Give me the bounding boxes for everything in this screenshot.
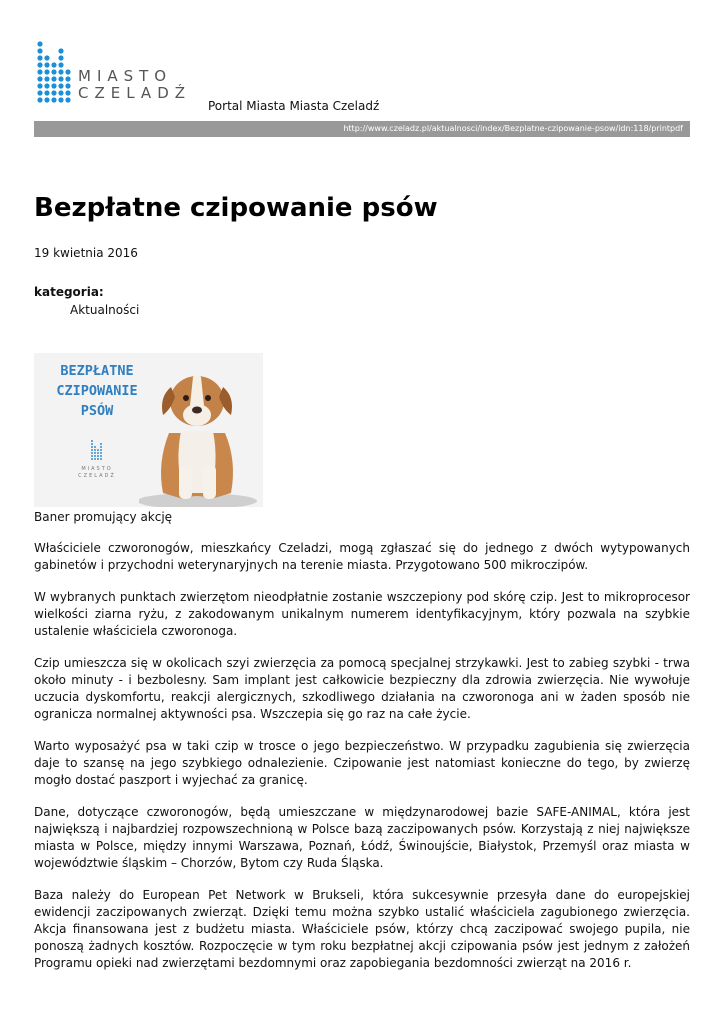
logo-dots-icon — [34, 38, 74, 110]
paragraph-5: Dane, dotyczące czworonogów, będą umieszczane w międzynarodowej bazie SAFE-ANIMAL, która jest największą i najbardziej rozpowszechnioną w Polsce bazą zaczipowanych psów. Korzystają z niej największe miasta w Polsce, między innymi Warszawa, Poznań, Łódź, Świnoujście, Białystok, Przemyśl oraz miasta w województwie śląskim – Chorzów, Bytom czy Ruda Śląska. — [34, 805, 690, 870]
paragraph-3: Czip umieszcza się w okolicach szyi zwierzęcia za pomocą specjalnej strzykawki. Jest to zabieg szybki - trwa około minuty - i bezbolesny. Sam implant jest całkowicie bezpieczny dla zdrowia zwierzęcia. Nie wywołuje uczucia dyskomfortu, reakcji alergicznych, szkodliwego działania na czworonoga ani w żaden sposób nie ogranicza normalnej aktywności psa. Wszczepia się go raz na całe życie. — [34, 656, 690, 721]
category-label: kategoria: — [34, 285, 104, 299]
logo-line-1: MIASTO — [78, 67, 173, 85]
logo-line-2: CZELADŹ — [78, 84, 192, 102]
banner-line-3: PSÓW — [80, 403, 114, 419]
logo-text — [78, 68, 191, 102]
banner-line-1: BEZPŁATNE — [60, 363, 134, 379]
print-url-bar[interactable]: http://www.czeladz.pl/aktualnosci/index/Bezplatne-czipowanie-psow/idn:118/printpdf — [34, 121, 690, 137]
article-title: Bezpłatne czipowanie psów — [34, 193, 438, 223]
image-caption: Baner promujący akcję — [34, 510, 173, 524]
article-body — [34, 540, 690, 987]
puppy-illustration — [139, 353, 263, 507]
paragraph-1: Właściciele czworonogów, mieszkańcy Czeladzi, mogą zgłaszać się do jednego z dwóch wytypowanych gabinetów i przychodni weterynaryjnych na terenie miasta. Przygotowano 500 mikroczipów. — [34, 541, 690, 572]
banner-logo-dots-icon — [90, 439, 104, 461]
paragraph-4: Warto wyposażyć psa w taki czip w trosce o jego bezpieczeństwo. W przypadku zagubienia się zwierzęcia daje to szansę na jego szybkiego odnalezienie. Czipowanie jest natomiast konieczne do tego, by zwierzę mogło dostać paszport i wyjechać za granicę. — [34, 739, 690, 787]
promo-banner-image — [34, 353, 263, 507]
portal-title: Portal Miasta Miasta Czeladź — [208, 99, 380, 113]
city-logo — [34, 38, 204, 110]
category-value[interactable]: Aktualności — [70, 303, 140, 317]
paragraph-6: Baza należy do European Pet Network w Brukseli, która sukcesywnie przesyła dane do europejskiej ewidencji zaczipowanych zwierząt. Dzięki temu można szybko ustalić właściciela zagubionego zwierzęcia. Akcja finansowana jest z budżetu miasta. Właściciele psów, którzy chcą zaczipować swojego pupila, nie ponoszą żadnych kosztów. Rozpoczęcie w tym roku bezpłatnej akcji czipowania psów jest jednym z założeń Programu opieki nad zwierzętami bezdomnymi oraz zapobiegania bezdomności zwierząt na 2016 r. — [34, 888, 690, 970]
banner-logo-line-1: MIASTO — [81, 466, 113, 472]
banner-line-2: CZIPOWANIE — [56, 383, 138, 399]
paragraph-2: W wybranych punktach zwierzętom nieodpłatnie zostanie wszczepiony pod skórę czip. Jest to mikroprocesor wielkości ziarna ryżu, z zakodowanym unikalnym numerem identyfikacyjnym, który pozwala na szybkie ustalenie właściciela czworonoga. — [34, 590, 690, 638]
banner-logo-text — [72, 466, 122, 480]
article-date: 19 kwietnia 2016 — [34, 246, 138, 260]
banner-logo-line-2: CZELADŹ — [78, 473, 116, 479]
